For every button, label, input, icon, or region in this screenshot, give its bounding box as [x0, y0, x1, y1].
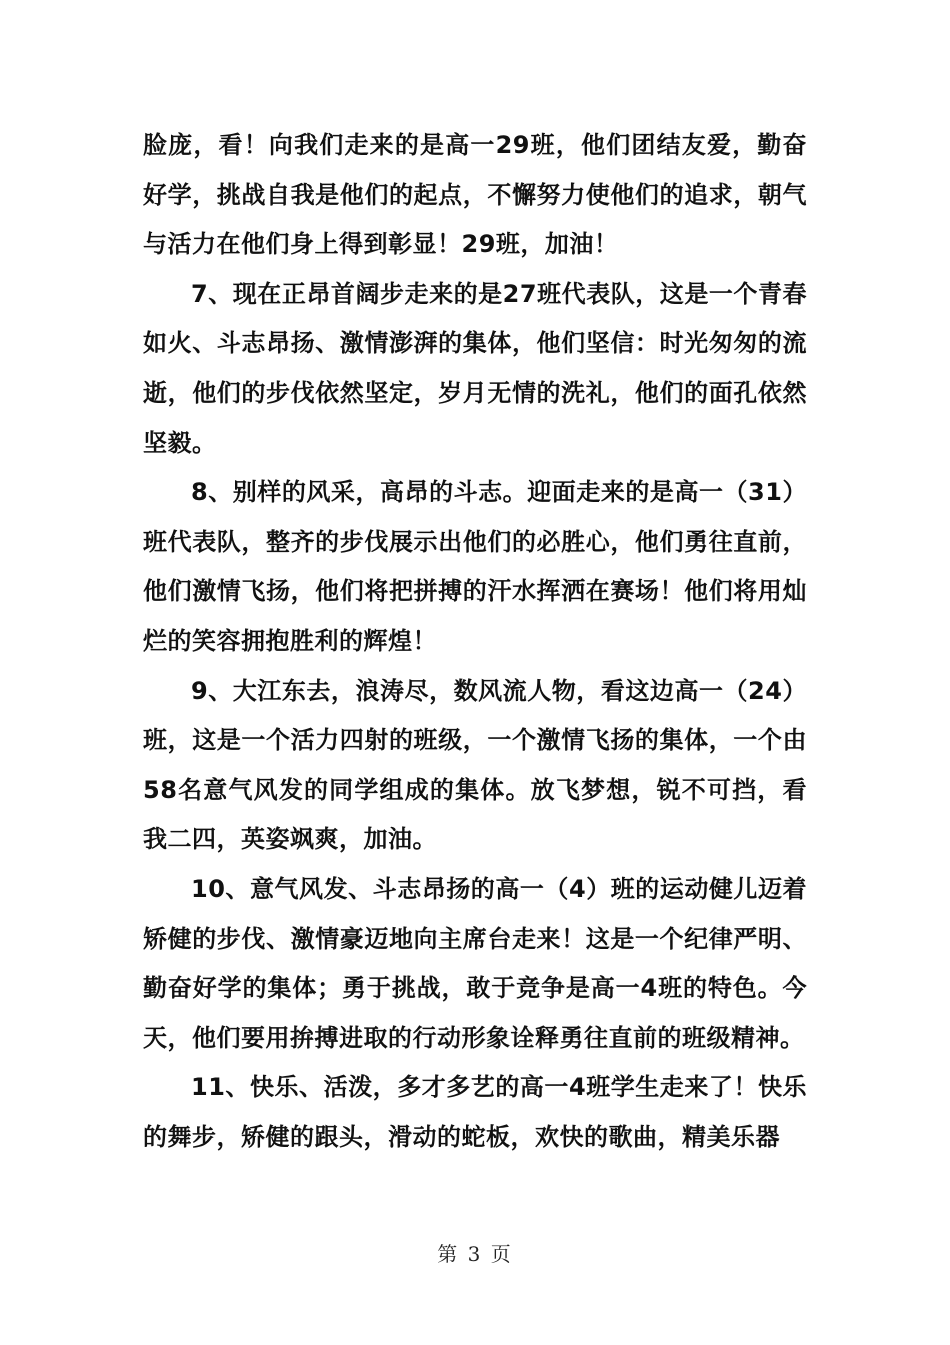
paragraph-item-11: 11、快乐、活泼，多才多艺的高一4班学生走来了！快乐的舞步，矫健的跟头，滑动的蛇板，欢快的歌曲，精美乐器 [143, 1073, 807, 1151]
paragraph-item-7: 7、现在正昂首阔步走来的是27班代表队，这是一个青春如火、斗志昂扬、激情澎湃的集体，他们坚信：时光匆匆的流逝，他们的步伐依然坚定，岁月无情的洗礼，他们的面孔依然坚毅。 [143, 279, 807, 457]
paragraph-item-8: 8、别样的风采，高昂的斗志。迎面走来的是高一（31）班代表队，整齐的步伐展示出他们的必胜心，他们勇往直前，他们激情飞扬，他们将把拼搏的汗水挥洒在赛场！他们将用灿烂的笑容拥抱胜利的辉煌！ [143, 478, 807, 655]
paragraph-item-10: 10、意气风发、斗志昂扬的高一（4）班的运动健儿迈着矫健的步伐、激情豪迈地向主席台走来！这是一个纪律严明、勤奋好学的集体；勇于挑战，敢于竞争是高一4班的特色。今天，他们要用拚搏进取的行动形象诠释勇往直前的班级精神。 [143, 874, 807, 1052]
document-body [143, 121, 807, 1162]
page-number: 第 3 页 [437, 1242, 513, 1266]
paragraph-item-9: 9、大江东去，浪涛尽，数风流人物，看这边高一（24）班，这是一个活力四射的班级，一个激情飞扬的集体，一个由58名意气风发的同学组成的集体。放飞梦想，锐不可挡，看我二四，英姿飒爽，加油。 [143, 676, 807, 854]
paragraph-continuation: 脸庞，看！向我们走来的是高一29班，他们团结友爱，勤奋好学，挑战自我是他们的起点，不懈努力使他们的追求，朝气与活力在他们身上得到彰显！29班，加油！ [143, 131, 807, 259]
